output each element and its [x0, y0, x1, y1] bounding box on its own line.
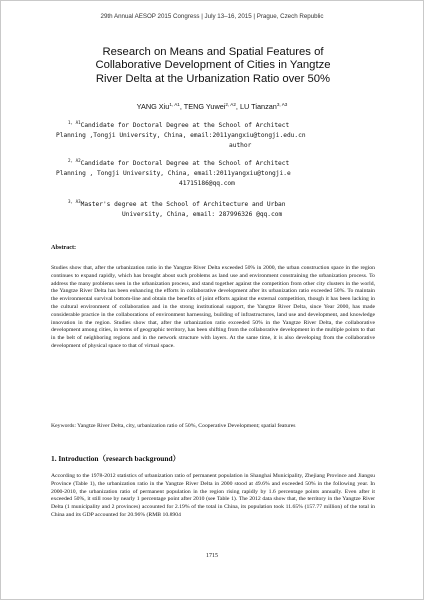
abstract-text: Studies show that, after the urbanization ratio in the Yangtze River Delta exceeded 50% in 2000, the urban construction space in the region continues to expand rapidly, which has brought about such problems as land use and environment constraining the urbanization process. To address the many problems seen in the urbanization process, and stand together against the competition from other city clusters in the world, the Yangtze River Delta has been enhancing the efforts in collaborative development after its urbanization ratio exceeded 50%. To maintain the environmental survival bottom-line and obtain the benefits of joint efforts against the external competition, though it has been lacking in the cultural environment of collaboration and in the strong institutional support, the Yangtze River Delta, since Year 2000, has made considerable practice in the collaborations of environment harnessing, building of infrastructures, land use and development, and knowledge innovation in the region. Studies show that, after the urbanization ratio exceeded 50% in the Yangtze River Delta, the collaborative development among cities, in terms of geographic territory, has been shifting from the collaborative development in the multiple points to that in the belt of neighboring regions and in the network structure with layers. At the same time, it is also developing from the collaborative development of physical space to that of virtual space. — [51, 265, 375, 349]
affiliation-line: University, China, email: 287996326 @qq.com — [122, 211, 283, 218]
affiliation-superscript: 2, A2 — [68, 158, 81, 163]
title-line: River Delta at the Urbanization Ratio over 50% — [95, 72, 331, 85]
author-name: LU Tianzan — [239, 102, 277, 111]
affiliation-line: Planning ,Tongji University, China, email:2011yangxiu@tongji.edu.cn — [56, 132, 306, 139]
keywords: Keywords: Yangtze River Delta, city, urbanization ratio of 50%, Cooperative Development; spatial features — [51, 423, 296, 429]
affiliation-superscript: 1, A1 — [68, 120, 81, 125]
title-line: Research on Means and Spatial Features of — [102, 46, 324, 58]
affiliation-3 — [56, 197, 286, 220]
affiliation-line: Candidate for Doctoral Degree at the School of Architect — [80, 122, 290, 129]
running-header: 29th Annual AESOP 2015 Congress | July 13–16, 2015 | Prague, Czech Republic — [100, 13, 324, 20]
affiliation-superscript: 3, A3 — [68, 199, 81, 204]
affiliation-2 — [56, 156, 291, 189]
introduction-text: According to the 1978-2012 statistics of urbanization ratio of permanent population in Shanghai Municipality, Zhejiang Province and Jiangsu Province (Table 1), the urbanization ratio in the Yangtze River Delta in 2000 stood at 49.6% and exceeded 50% in the following year. In 2000-2010, the urbanization ratio of permanent population in the region rising rapidly by 1.6 percentage points annually. Even after it exceeded 50%, it still rose by nearly 1 percentage point after 2010 (see Table 1). The 2012 data show that, the territory in the Yangtze River Delta (1 municipality and 2 provinces) accounted for 2.19% of the total in China, its population took 11.65% (157.77 million) of the total in China and its GDP accounted for 20.96% (RMB 10.8904 — [51, 473, 375, 518]
affiliation-line: Master's degree at the School of Architecture and Urban — [80, 201, 286, 208]
author-superscript: 3, A3 — [276, 102, 288, 107]
author-list: YANG Xiu$^{1, A1}$, TENG Yuwei$^{2, A2}$, LU Tianzan$^{3, A3}$ — [136, 102, 288, 111]
section-heading: 1. Introduction（research background） — [51, 454, 181, 463]
author-superscript: 1, A1 — [169, 102, 180, 107]
author-superscript: 2, A2 — [225, 102, 236, 107]
author-name: YANG Xiu — [136, 102, 170, 111]
page-number: 1715 — [206, 553, 218, 559]
author-name: TENG Yuwei — [183, 102, 226, 111]
affiliation-line: author — [229, 142, 252, 149]
affiliation-line: Candidate for Doctoral Degree at the School of Architect — [80, 160, 290, 167]
affiliation-1 — [56, 118, 306, 151]
paper-title — [41, 46, 385, 86]
affiliation-line: 41715186@qq.com — [179, 180, 235, 187]
abstract-heading: Abstract: — [51, 244, 77, 251]
title-line: Collaborative Development of Cities in Yangtze — [95, 59, 331, 72]
affiliation-line: Planning , Tongji University, China, email:2011yangxiu@tongji.e — [56, 170, 291, 177]
